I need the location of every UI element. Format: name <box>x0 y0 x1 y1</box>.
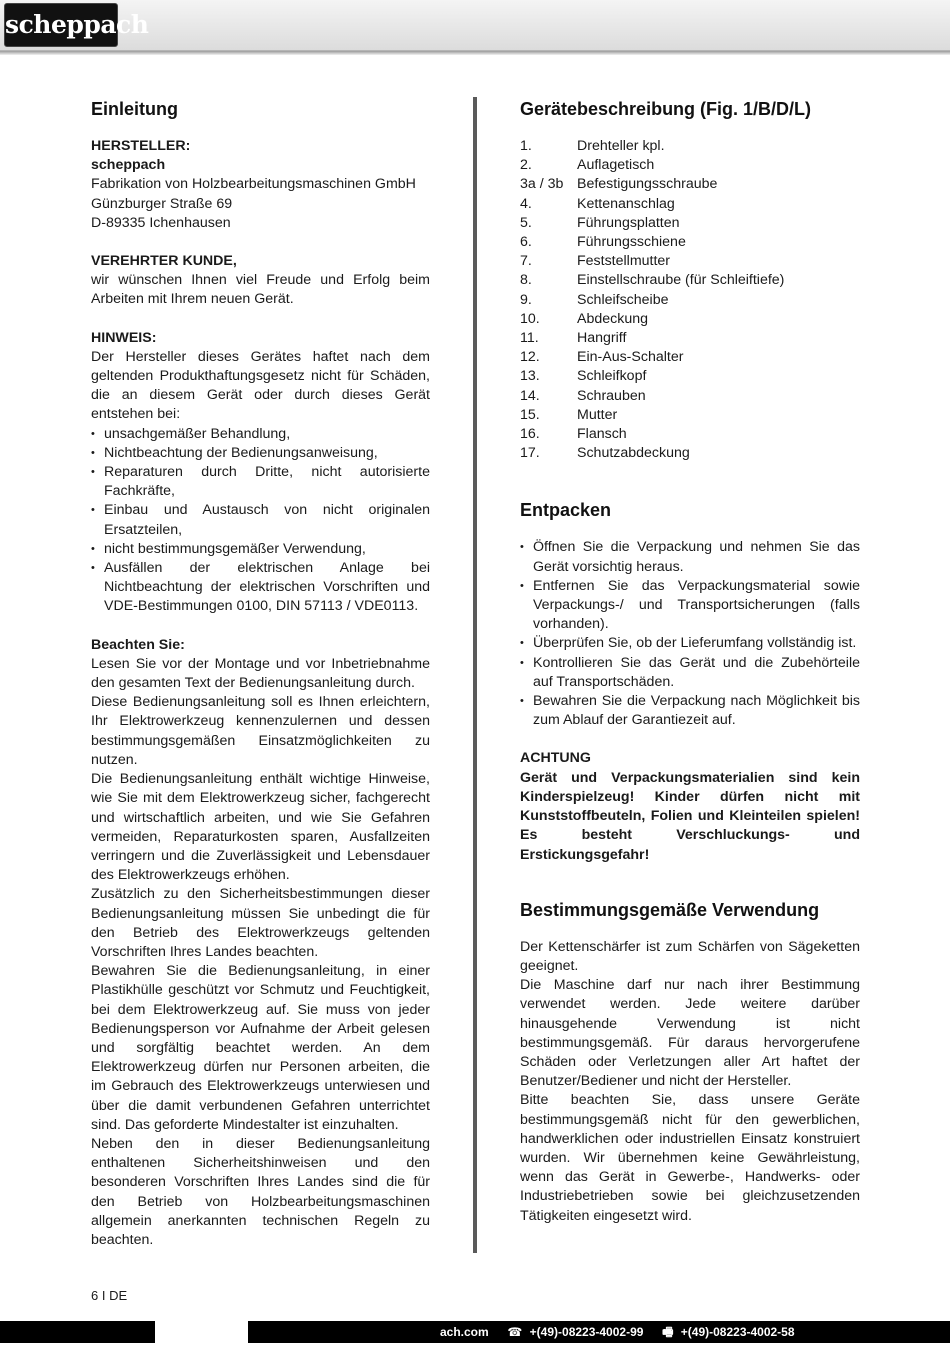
warning-text: Gerät und Verpackungsmaterialien sind kein Kinderspielzeug! Kinder dürfen nicht mit Kunststoffbeuteln, Folien und Kleinteilen spielen! Es besteht Verschluckungs- und Erstickungsgefahr! <box>520 769 860 863</box>
parts-row <box>520 367 784 386</box>
parts-row <box>520 387 784 406</box>
footer-website[interactable]: ach.com <box>440 1325 489 1339</box>
footer-phone: +(49)-08223-4002-99 <box>529 1325 644 1339</box>
paragraph: Diese Bedienungsanleitung soll es Ihnen erleichtern, Ihr Elektrowerkzeug kennenzulernen und dessen bestimmungsgemäßen Einsatzmöglichkeiten zu nutzen. <box>91 694 430 768</box>
part-number: 13. <box>520 368 540 385</box>
parts-row <box>520 156 784 175</box>
part-number: 12. <box>520 349 540 366</box>
part-name: Schleifkopf <box>577 368 647 385</box>
part-name: Schutzabdeckung <box>577 445 690 462</box>
unpack-list <box>520 538 860 730</box>
header-shadow <box>0 51 950 55</box>
part-number: 4. <box>520 195 532 212</box>
parts-row <box>520 252 784 271</box>
section-title-intended-use: Bestimmungsgemäße Verwendung <box>520 899 820 920</box>
parts-row <box>520 329 784 348</box>
customer-label: VEREHRTER KUNDE, <box>91 253 237 270</box>
paragraph: Bitte beachten Sie, dass unsere Geräte bestimmungsgemäß nicht für den gewerblichen, handwerklichen oder industriellen Einsatz konstruiert wurden. Wir übernehmen keine Gewährleistung, wenn das Gerät in Gewerbe-, Handwerks- oder Industriebetrieben sowie bei gleichzusetzenden Tätigkeiten eingesetzt wird. <box>520 1092 860 1224</box>
list-item: • Kontrollieren Sie das Gerät und die Zubehörteile auf Transportschäden. <box>520 654 860 692</box>
paragraph: Die Bedienungsanleitung enthält wichtige Hinweise, wie Sie mit dem Elektrowerkzeug sicher, fachgerecht und wirtschaftlich arbeiten, und wie Sie Gefahren vermeiden, Reparaturkosten sparen, Ausfallzeiten verringern und die Zuverlässigkeit und Lebensdauer des Elektrowerkzeugs erhöhen. <box>91 771 430 884</box>
fax-icon: 🖷 <box>662 1325 674 1339</box>
part-number: 16. <box>520 426 540 443</box>
page-number: 6 I DE <box>91 1288 128 1303</box>
part-name: Auflagetisch <box>577 157 655 174</box>
list-item: • Reparaturen durch Dritte, nicht autorisierte Fachkräfte, <box>91 463 430 501</box>
manufacturer-name: scheppach <box>91 157 166 174</box>
note-list <box>91 425 430 617</box>
part-name: Hangriff <box>577 330 627 347</box>
phone-icon: ☎ <box>507 1325 523 1339</box>
list-item: • unsachgemäßer Behandlung, <box>91 425 430 444</box>
list-item: • Einbau und Austausch von nicht originalen Ersatzteilen, <box>91 501 430 539</box>
paragraph: Die Maschine darf nur nach ihrer Bestimmung verwendet werden. Jede weitere darüber hinausgehende Verwendung ist nicht bestimmungsgemäß. Für daraus hervorgerufene Schäden oder Verletzungen aller Art haftet der Benutzer/Bediener und nicht der Hersteller. <box>520 977 860 1090</box>
parts-row <box>520 406 784 425</box>
right-column <box>520 95 860 1226</box>
parts-row <box>520 175 784 194</box>
parts-row <box>520 444 784 463</box>
part-name: Feststellmutter <box>577 253 671 270</box>
parts-row <box>520 291 784 310</box>
manufacturer-block <box>91 137 430 1250</box>
brand-logo: scheppach <box>4 3 118 47</box>
part-name: Führungsschiene <box>577 234 686 251</box>
part-number: 2. <box>520 157 532 174</box>
part-name: Mutter <box>577 406 618 423</box>
list-item: • nicht bestimmungsgemäßer Verwendung, <box>91 540 430 559</box>
list-item: • Ausfällen der elektrischen Anlage bei Nichtbeachtung der elektrischen Vorschriften und VDE-Bestimmungen 0100, DIN 57113 / VDE0113. <box>91 559 430 617</box>
parts-row <box>520 214 784 233</box>
footer-white-block <box>155 1321 248 1343</box>
list-item: • Überprüfen Sie, ob der Lieferumfang vollständig ist. <box>520 634 860 653</box>
parts-row <box>520 137 784 156</box>
left-column <box>91 95 430 1250</box>
paragraph: Neben den in dieser Bedienungsanleitung enthaltenen Sicherheitshinweisen und den besonderen Vorschriften Ihres Landes sind die für den Betrieb von Holzbearbeitungsmaschinen allgemein anerkannten technischen Regeln zu beachten. <box>91 1135 430 1248</box>
parts-row <box>520 271 784 290</box>
part-name: Drehteller kpl. <box>577 138 665 154</box>
part-name: Abdeckung <box>577 310 648 327</box>
parts-row <box>520 348 784 367</box>
part-number: 9. <box>520 291 532 308</box>
part-name: Ein-Aus-Schalter <box>577 349 684 366</box>
part-number: 8. <box>520 272 532 289</box>
list-item: • Entfernen Sie das Verpackungsmaterial sowie Verpackungs-/ und Transportsicherungen (falls vorhanden). <box>520 577 860 635</box>
note-label: HINWEIS: <box>91 329 157 346</box>
parts-row <box>520 233 784 252</box>
part-name: Einstellschraube (für Schleiftiefe) <box>577 272 785 289</box>
parts-row <box>520 195 784 214</box>
column-divider <box>473 97 477 1253</box>
section-title-introduction: Einleitung <box>91 99 178 119</box>
part-number: 7. <box>520 253 532 270</box>
parts-list <box>520 137 784 463</box>
part-name: Kettenanschlag <box>577 195 675 212</box>
part-name: Schrauben <box>577 387 646 404</box>
paragraph: Bewahren Sie die Bedienungsanleitung, in einer Plastikhülle geschützt vor Schmutz und Feuchtigkeit, bei dem Elektrowerkzeug auf. Sie muss von jeder Bedienungsperson vor Aufnahme der Arbeit gelesen und sorgfältig beachtet werden. An dem Elektrowerkzeug dürfen nur Personen arbeiten, die im Gebrauch des Elektrowerkzeugs unterwiesen und über die damit verbundenen Gefahren unterrichtet sind. Das geforderte Mindestalter ist einzuhalten. <box>91 963 430 1133</box>
parts-row <box>520 425 784 444</box>
part-name: Befestigungsschraube <box>577 176 718 193</box>
manufacturer-label: HERSTELLER: <box>91 138 191 154</box>
part-number: 6. <box>520 234 532 251</box>
paragraph: Lesen Sie vor der Montage und vor Inbetriebnahme den gesamten Text der Bedienungsanleitung durch. <box>91 655 430 692</box>
header-bar <box>0 0 950 51</box>
note-text: Der Hersteller dieses Gerätes haftet nach dem geltenden Produkthaftungsgesetz nicht für Schäden, die an diesem Gerät oder durch dieses Gerät entstehen bei: <box>91 348 430 423</box>
observe-label: Beachten Sie: <box>91 636 185 653</box>
part-number: 17. <box>520 445 540 462</box>
paragraph: Zusätzlich zu den Sicherheitsbestimmungen dieser Bedienungsanleitung müssen Sie unbedingt die für den Betrieb des Elektrowerkzeugs geltenden Vorschriften Ihres Landes beachten. <box>91 886 430 960</box>
address-line: D-89335 Ichenhausen <box>91 214 231 231</box>
part-number: 10. <box>520 310 540 327</box>
list-item: • Öffnen Sie die Verpackung und nehmen Sie das Gerät vorsichtig heraus. <box>520 538 860 576</box>
address-line: Günzburger Straße 69 <box>91 195 233 212</box>
section-title-unpacking: Entpacken <box>520 500 612 521</box>
part-number: 3a / 3b <box>520 176 564 193</box>
part-number: 15. <box>520 406 540 423</box>
part-name: Flansch <box>577 426 627 443</box>
list-item: • Nichtbeachtung der Bedienungsanweisung, <box>91 444 430 463</box>
part-name: Führungsplatten <box>577 214 680 231</box>
part-number: 11. <box>520 330 539 347</box>
warning-label: ACHTUNG <box>520 750 591 767</box>
section-title-device-description: Gerätebeschreibung (Fig. 1/B/D/L) <box>520 99 812 119</box>
footer-fax: +(49)-08223-4002-58 <box>680 1325 795 1339</box>
part-name: Schleifscheibe <box>577 291 669 308</box>
footer-contact <box>440 1321 795 1343</box>
customer-text: wir wünschen Ihnen viel Freude und Erfolg beim Arbeiten mit Ihrem neuen Gerät. <box>91 272 430 308</box>
paragraph: Der Kettenschärfer ist zum Schärfen von Sägeketten geeignet. <box>520 938 860 974</box>
part-number: 14. <box>520 387 540 404</box>
address-line: Fabrikation von Holzbearbeitungsmaschinen GmbH <box>91 176 416 193</box>
part-number: 5. <box>520 214 532 231</box>
part-number: 1. <box>520 138 532 154</box>
parts-row <box>520 310 784 329</box>
list-item: • Bewahren Sie die Verpackung nach Möglichkeit bis zum Ablauf der Garantiezeit auf. <box>520 692 860 730</box>
